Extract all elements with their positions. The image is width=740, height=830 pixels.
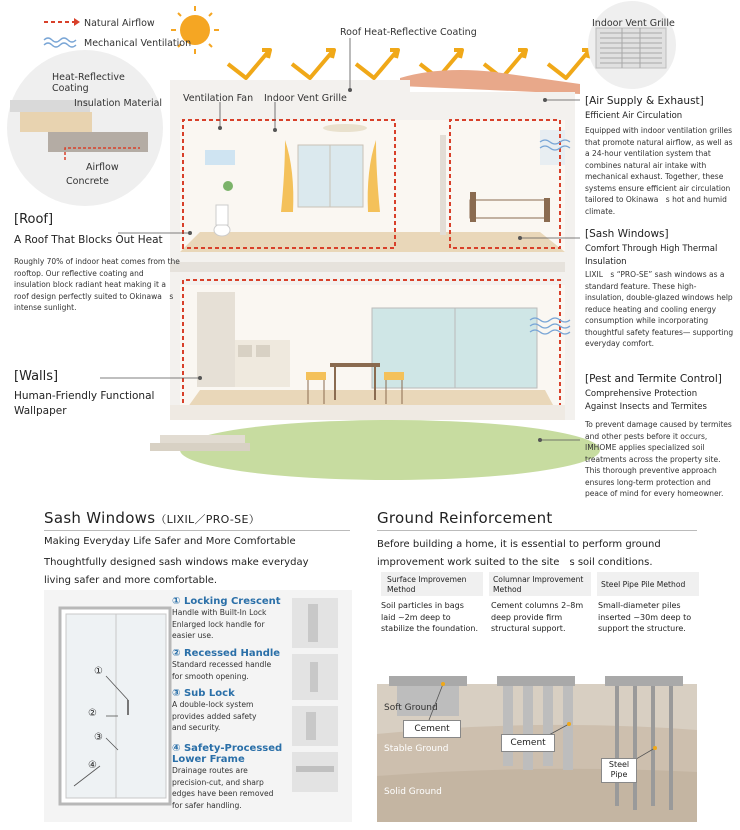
concrete-label: Concrete [66,176,109,187]
insulation-material-label: Insulation Material [74,98,163,109]
pest-title: Comprehensive Protection Against Insects and Termites [585,389,707,412]
natural-airflow-legend-icon [44,18,80,26]
feature-3: ③ Sub Lock A double-lock system provides added safety and security. [172,688,257,732]
sash-divider [44,530,350,531]
mechanical-ventilation-label: Mechanical Ventilation [84,38,192,49]
sash-side-body: LIXIL s “PRO-SE” sash windows as a standard feature. These high-insulation, double-glazed windows help reduce heating and cooling energy consumption while incorporating thoughtful safety features— supporting everyday comfort. [585,270,734,348]
marker-3: ③ [94,732,103,743]
floor-slab [170,262,565,272]
feature-1: ① Locking Crescent Handle with Built-In Lock Enlarged lock handle for easier use. [172,596,281,640]
feature-4: ④ Safety-Processed Lower Frame Drainage routes are precision-cut, and sharp edges have been removed for safer handling. [172,743,283,810]
sash-side-tag: [Sash Windows] [585,228,669,240]
ground-divider [377,530,697,531]
method-2-header: Columnar Improvement Method [489,572,591,596]
marker-2: ② [88,708,97,719]
steel-pipe-callout: Steel Pipe [601,758,637,783]
pest-tag: [Pest and Termite Control] [585,373,722,385]
indoor-vent-grille-image [588,1,676,89]
roof-body: Roughly 70% of indoor heat comes from the rooftop. Our reflective coating and insulation block radiant heat making it a roof design perfectly suited to Okinawa s intense sunlight. [14,257,180,312]
mechanical-ventilation-legend-icon [44,38,76,47]
cement-callout-2: Cement [501,734,555,752]
solid-ground-label: Solid Ground [384,787,442,797]
sash-line2: Thoughtfully designed sash windows make everyday living safer and more comfortable. [44,557,309,586]
heat-reflective-coating-label: Heat-Reflective Coating [52,72,125,94]
feature-2: ② Recessed Handle Standard recessed handle for smooth opening. [172,648,281,681]
indoor-vent-grille-label: Indoor Vent Grille [264,93,347,104]
air-supply-tag: [Air Supply & Exhaust] [585,95,704,107]
method-2-desc: Cement columns 2–8m deep provide firm structural support. [491,601,584,633]
roof-tag: [Roof] [14,212,54,227]
method-3-desc: Small-diameter piles inserted ~30m deep to support the structure. [598,601,692,633]
walls-tag: [Walls] [14,369,59,384]
roof-title: A Roof That Blocks Out Heat [14,234,163,246]
ground-intro: Before building a home, it is essential to perform ground improvement work suited to the site s soil conditions. [377,539,661,568]
roof-coating-label: Roof Heat-Reflective Coating [340,27,477,38]
sash-feature-panel [44,590,352,822]
steps [160,435,245,443]
method-1-header: Surface Improvemen Method [381,572,483,596]
feature-photos [292,598,338,792]
marker-4: ④ [88,760,97,771]
air-supply-title: Efficient Air Circulation [585,111,683,121]
airflow-label: Airflow [86,162,119,173]
ventilation-fan-label: Ventilation Fan [183,93,254,104]
sash-line1: Making Everyday Life Safer and More Comfortable [44,536,296,547]
soft-ground-label: Soft Ground [384,703,438,713]
sash-side-title: Comfort Through High Thermal Insulation [585,244,718,267]
pest-body: To prevent damage caused by termites and other pests before it occurs, IMHOME applies specialized soil treatments across the property site. This thorough preventive approach ensures long-term protection and peace of mind for every homeowner. [585,420,732,498]
cement-callout-1: Cement [403,720,461,738]
air-supply-body: Equipped with indoor ventilation grilles that promote natural airflow, as well as a 24-hour ventilation system that combines natural air intake with mechanical exhaust. Together, these systems ensure efficient air circulation tailored to Okinawa s hot and humid climate. [585,126,733,216]
roof-tiles [400,70,580,94]
heat-reflection-arrows [228,50,590,78]
natural-airflow-label: Natural Airflow [84,18,155,29]
ground-section-title: Ground Reinforcement [377,509,553,527]
sash-section-title: Sash Windows（LIXIL／PRO-SE） [44,509,260,527]
method-3-header: Steel Pipe Pile Method [597,572,699,596]
walls-title: Human-Friendly Functional Wallpaper [14,390,155,417]
stable-ground-label: Stable Ground [384,744,449,754]
marker-1: ① [94,666,103,677]
indoor-vent-grille-top-label: Indoor Vent Grille [592,18,675,29]
method-1-desc: Soil particles in bags laid ~2m deep to stabilize the foundation. [381,601,478,633]
ceiling-light [323,124,367,132]
